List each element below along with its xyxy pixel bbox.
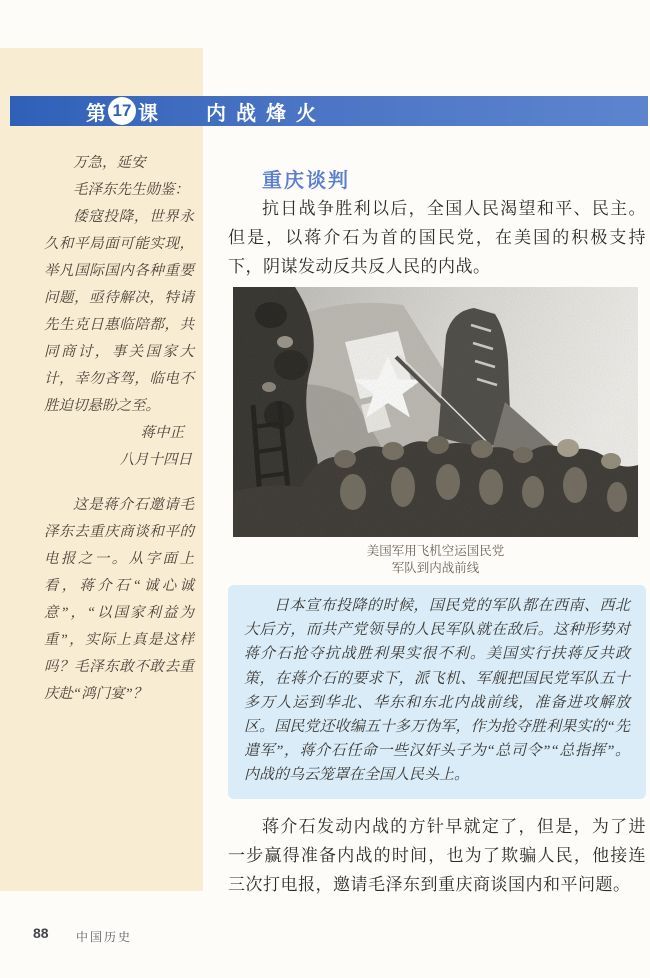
photo-figure xyxy=(233,287,638,537)
telegram-address: 万急，延安 xyxy=(73,155,146,171)
lesson-banner xyxy=(10,96,648,126)
paragraph-2: 蒋介石发动内战的方针早就定了，但是，为了进一步赢得准备内战的时间，也为了欺骗人民，他接连三次打电报，邀请毛泽东到重庆商谈国内和平问题。 xyxy=(228,817,646,894)
photo-grain-overlay xyxy=(233,287,638,537)
photo-caption-line2: 军队到内战前线 xyxy=(391,561,480,575)
lesson-title: 内战烽火 xyxy=(206,102,326,125)
lesson-number-badge: 17 xyxy=(108,97,136,125)
photo-caption xyxy=(233,543,638,577)
section-title: 重庆谈判 xyxy=(262,170,350,192)
lesson-prefix: 第 xyxy=(86,102,106,125)
telegram-date: 八月十四日 xyxy=(119,452,192,468)
photo-caption-line1: 美国军用飞机空运国民党 xyxy=(366,544,505,558)
highlight-box: 日本宣布投降的时候，国民党的军队都在西南、西北大后方，而共产党领导的人民军队就在敌后。这种形势对蒋介石抢夺抗战胜利果实很不利。美国实行扶蒋反共政策，在蒋介石的要求下，派飞机、军舰把国民党军队五十多万人运到华北、华东和东北内战前线，准备进攻解放区。国民党还收编五十多万伪军，作为抢夺胜利果实的“先遣军”，蒋介石任命一些汉奸头子为“总司令”“总指挥”。内战的乌云笼罩在全国人民头上。 xyxy=(228,585,646,799)
lesson-suffix: 课 xyxy=(138,102,158,125)
page-number: 88 xyxy=(33,925,49,941)
book-title: 中国历史 xyxy=(76,930,133,944)
photo-illustration-us-plane-troops xyxy=(233,287,638,537)
telegram-salutation: 毛泽东先生勋鉴： xyxy=(73,182,189,198)
sidebar-commentary: 这是蒋介石邀请毛泽东去重庆商谈和平的电报之一。从字面上看，蒋介石“诚心诚意”，“以国家利益为重”，实际上真是这样吗？毛泽东敢不敢去重庆赴“鸿门宴”？ xyxy=(44,497,194,702)
telegram-signature: 蒋中正 xyxy=(140,425,184,441)
paragraph-1: 抗日战争胜利以后，全国人民渴望和平、民主。但是，以蒋介石为首的国民党，在美国的积极支持下，阴谋发动反共反人民的内战。 xyxy=(228,199,646,276)
telegram-body: 倭寇投降，世界永久和平局面可能实现，举凡国际国内各种重要问题，亟待解决，特请先生克日惠临陪都，共同商讨，事关国家大计，幸勿吝驾，临电不胜迫切悬盼之至。 xyxy=(44,209,194,414)
sidebar xyxy=(44,150,194,708)
